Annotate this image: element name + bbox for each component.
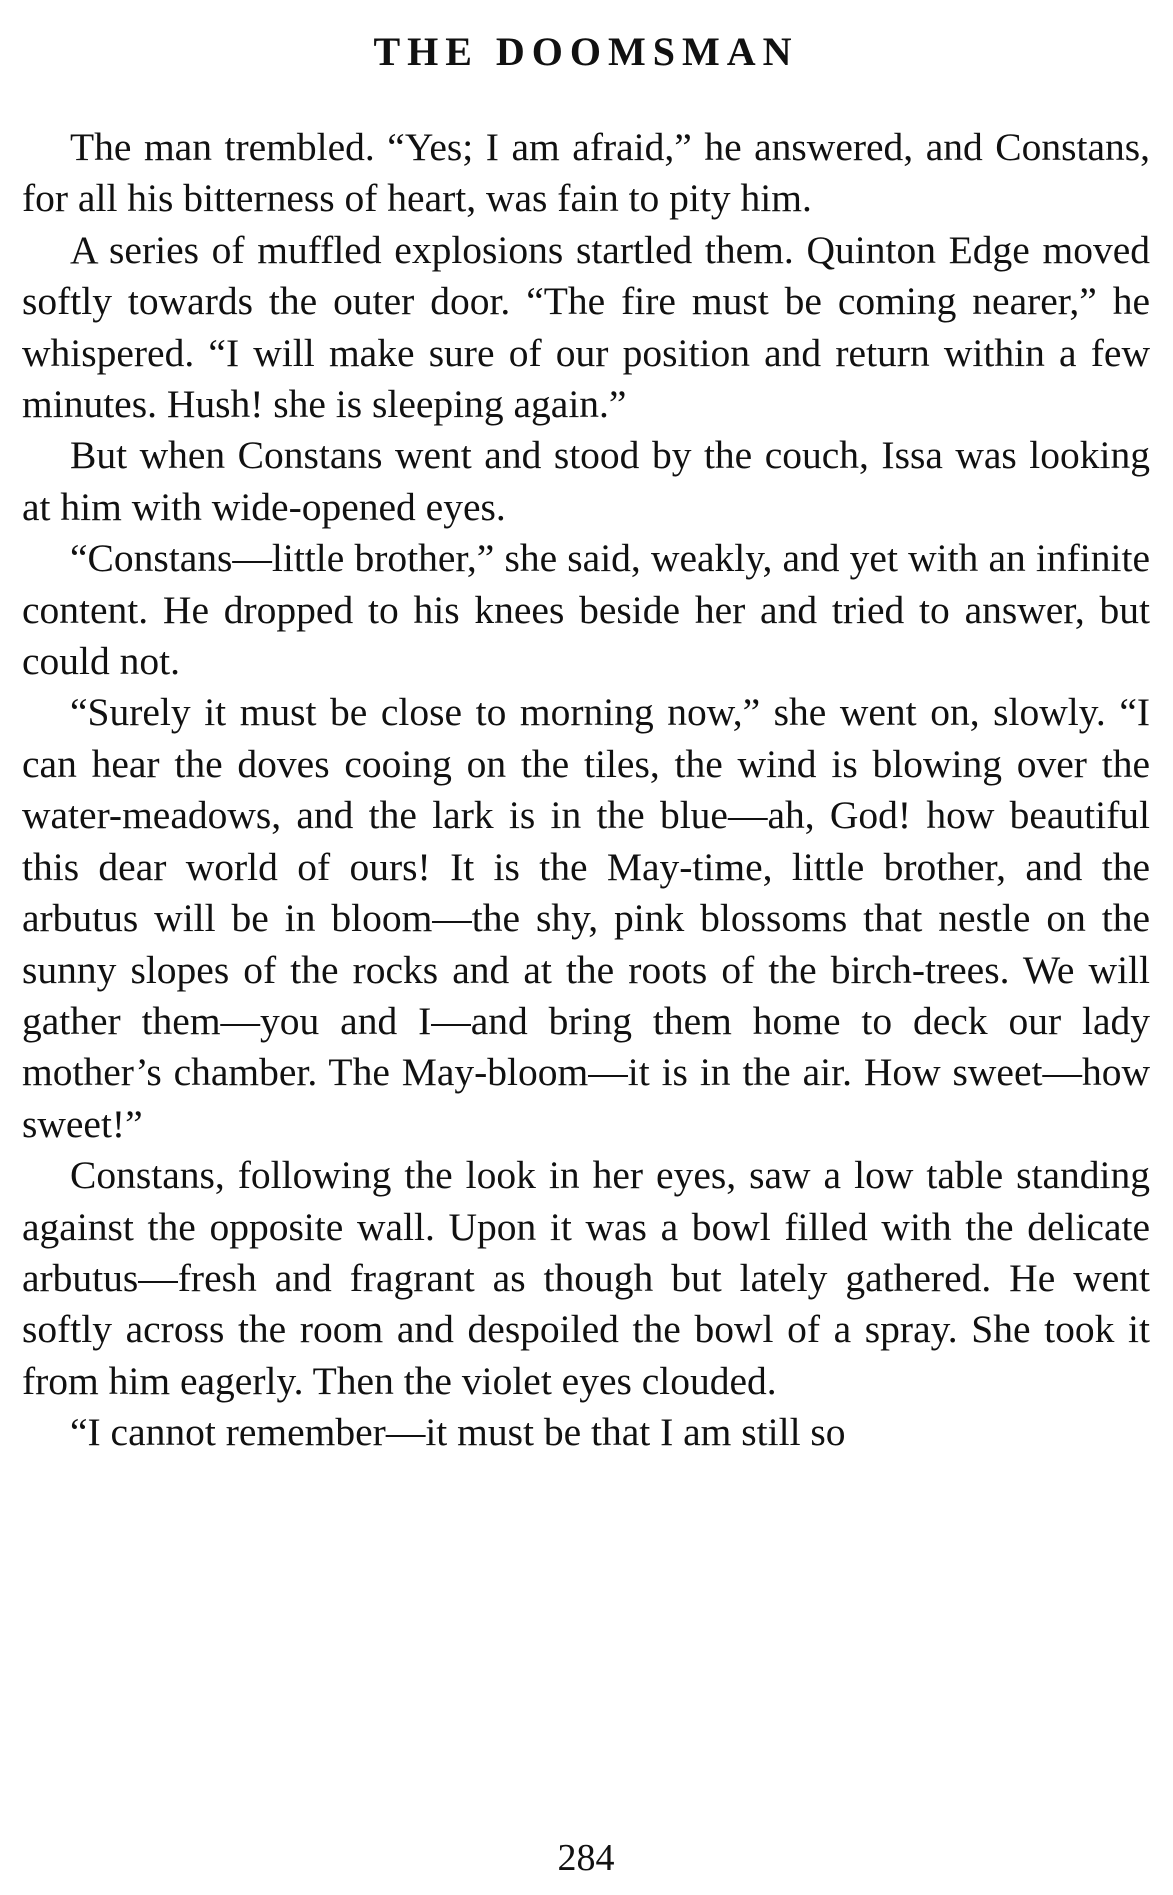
book-page [22, 0, 1150, 1895]
paragraph: A series of muffled explosions startled them. Quinton Edge moved softly towards the outer door. “The fire must be coming nearer,” he whispered. “I will make sure of our position and return within a few minutes. Hush! she is sleeping again.” [22, 227, 1150, 427]
paragraph: “Constans—little brother,” she said, weakly, and yet with an infinite content. He dropped to his knees beside her and tried to answer, but could not. [22, 536, 1150, 684]
paragraph: The man trembled. “Yes; I am afraid,” he answered, and Constans, for all his bitterness of heart, was fain to pity him. [22, 125, 1150, 221]
running-head: THE DOOMSMAN [373, 29, 799, 74]
paragraph: “Surely it must be close to morning now,” she went on, slowly. “I can hear the doves cooing on the tiles, the wind is blowing over the water-meadows, and the lark is in the blue—ah, God! how beautiful this dear world of ours! It is the May-time, little brother, and the arbutus will be in bloom—the shy, pink blossoms that nestle on the sunny slopes of the rocks and at the roots of the birch-trees. We will gather them—you and I—and bring them home to deck our lady mother’s chamber. The May-bloom—it is in the air. How sweet—how sweet!” [22, 690, 1150, 1146]
paragraph-continued: “I cannot remember—it must be that I am still so [70, 1410, 846, 1455]
body-text [22, 122, 1150, 1459]
paragraph: Constans, following the look in her eyes, saw a low table standing against the opposite wall. Upon it was a bowl filled with the delicate arbutus—fresh and fragrant as though but lately gathered. He went softly across the room and despoiled the bowl of a spray. She took it from him eagerly. Then the violet eyes clouded. [22, 1153, 1150, 1403]
page-number: 284 [557, 1837, 615, 1879]
paragraph: But when Constans went and stood by the couch, Issa was looking at him with wide-opened eyes. [22, 433, 1150, 529]
